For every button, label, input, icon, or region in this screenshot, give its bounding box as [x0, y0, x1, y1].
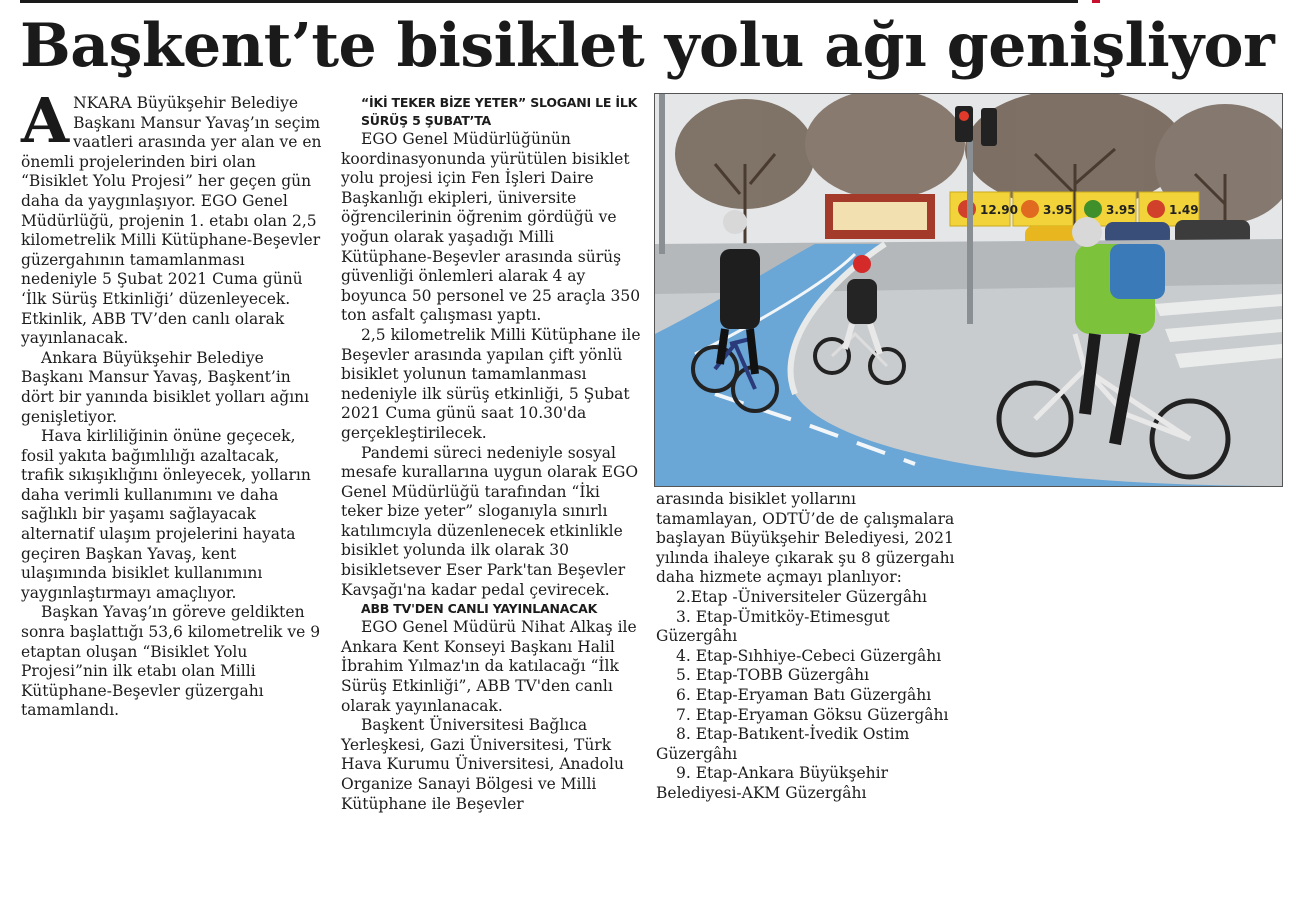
paragraph: Başkent Üniversitesi Bağlıca Yerleşkesi, Gazi Üniversitesi, Türk Hava Kurumu Üniversitesi, Anadolu Organize Sanayi Bölgesi ve Milli Kütüphane ile Beşevler	[341, 716, 624, 813]
price-label: 3.95	[1043, 203, 1073, 217]
subheading: “İKİ TEKER BİZE YETER” SLOGANI LE İLK SÜRÜŞ 5 ŞUBAT’TA	[361, 95, 638, 128]
paragraph: Ankara Büyükşehir Belediye Başkanı Mansur Yavaş, Başkent’in dört bir yanında bisiklet yolları ağını genişletiyor.	[21, 348, 310, 426]
article-column-3	[656, 490, 960, 804]
paragraph	[21, 84, 323, 349]
article-column-2	[341, 94, 642, 814]
paragraph: arasında bisiklet yollarını tamamlayan, ODTÜ’de de çalışmalara başlayan Büyükşehir Belediyesi, 2021 yılında ihaleye çıkarak şu 8 güzergahı daha hizmete açmayı planlıyor:	[656, 490, 955, 587]
cyclists-illustration	[655, 94, 1282, 486]
paragraph: Hava kirliliğinin önüne geçecek, fosil yakıta bağımlılığı azaltacak, trafik sıkışıklığını önleyecek, yolların daha verimli kullanımını ve daha sağlıklı bir yaşamı sağlayacak alternatif ulaşım projelerini hayata geçiren Başkan Yavaş, kent ulaşımında bisiklet kullanımını yaygınlaştırmayı amaçlıyor.	[21, 427, 311, 602]
route-list-item: 7. Etap-Eryaman Göksu Güzergâhı	[676, 705, 949, 724]
route-list-item: 6. Etap-Eryaman Batı Güzergâhı	[676, 685, 932, 704]
article-photo	[654, 93, 1283, 487]
drop-cap: A	[21, 84, 70, 157]
route-list-item: 5. Etap-TOBB Güzergâhı	[676, 666, 870, 685]
top-rule-accent	[1092, 0, 1100, 3]
paragraph-text: NKARA Büyükşehir Belediye Başkanı Mansur Yavaş’ın seçim vaatleri arasında yer alan ve en önemli projelerinden biri olan “Bisiklet Yolu Projesi” her geçen gün daha da yaygınlaşıyor. EGO Genel Müdürlüğü, projenin 1. etabı olan 2,5 kilometrelik Milli Kütüphane-Beşevler güzergahının tamamlanması nedeniyle 5 Şubat 2021 Cuma günü ‘İlk Sürüş Etkinliği’ düzenleyecek. Etkinlik, ABB TV’den canlı olarak yayınlanacak.	[21, 94, 322, 348]
route-list-item: 2.Etap -Üniversiteler Güzergâhı	[676, 587, 927, 606]
route-list-item: 3. Etap-Ümitköy-Etimesgut Güzergâhı	[656, 607, 890, 646]
price-label: 1.49	[1169, 203, 1199, 217]
subheading: ABB TV'DEN CANLI YAYINLANACAK	[361, 601, 598, 617]
price-label: 12.90	[980, 203, 1018, 217]
top-rule	[20, 0, 1078, 3]
paragraph: 2,5 kilometrelik Milli Kütüphane ile Beşevler arasında yapılan çift yönlü bisiklet yolunun tamamlanması nedeniyle ilk sürüş etkinliği, 5 Şubat 2021 Cuma günü saat 10.30'da gerçekleştirilecek.	[341, 325, 641, 442]
route-list-item: 4. Etap-Sıhhiye-Cebeci Güzergâhı	[676, 646, 942, 665]
headline: Başkent’te bisiklet yolu ağı genişliyor	[20, 11, 1275, 81]
paragraph: EGO Genel Müdürlüğünün koordinasyonunda yürütülen bisiklet yolu projesi için Fen İşleri Daire Başkanlığı ekipleri, üniversite öğrencilerinin öğrenim gördüğü ve yoğun olarak yaşadığı Milli Kütüphane-Beşevler arasında sürüş güvenliği önlemleri alarak 4 ay boyunca 50 personel ve 25 araçla 350 ton asfalt çalışması yaptı.	[341, 130, 641, 325]
paragraph: Başkan Yavaş’ın göreve geldikten sonra başlattığı 53,6 kilometrelik ve 9 etaptan oluşan “Bisiklet Yolu Projesi”nin ilk etabı olan Milli Kütüphane-Beşevler güzergahı tamamlandı.	[21, 603, 321, 720]
paragraph: EGO Genel Müdürü Nihat Alkaş ile Ankara Kent Konseyi Başkanı Halil İbrahim Yılmaz'ın da katılacağı “İlk Sürüş Etkinliği”, ABB TV'den canlı olarak yayınlanacak.	[341, 618, 637, 715]
route-list-item: 9. Etap-Ankara Büyükşehir Belediyesi-AKM Güzergâhı	[656, 764, 889, 802]
paragraph: Pandemi süreci nedeniyle sosyal mesafe kurallarına uygun olarak EGO Genel Müdürlüğü tarafından “İki teker bize yeter” sloganıyla sınırlı katılımcıyla düzenlenecek etkinlikle bisiklet yolunda ilk olarak 30 bisikletsever Eser Park'tan Beşevler Kavşağı'na kadar pedal çevirecek.	[341, 443, 639, 599]
article-column-1	[21, 84, 323, 721]
price-label: 3.95	[1106, 203, 1136, 217]
route-list-item: 8. Etap-Batıkent-İvedik Ostim Güzergâhı	[656, 725, 910, 763]
